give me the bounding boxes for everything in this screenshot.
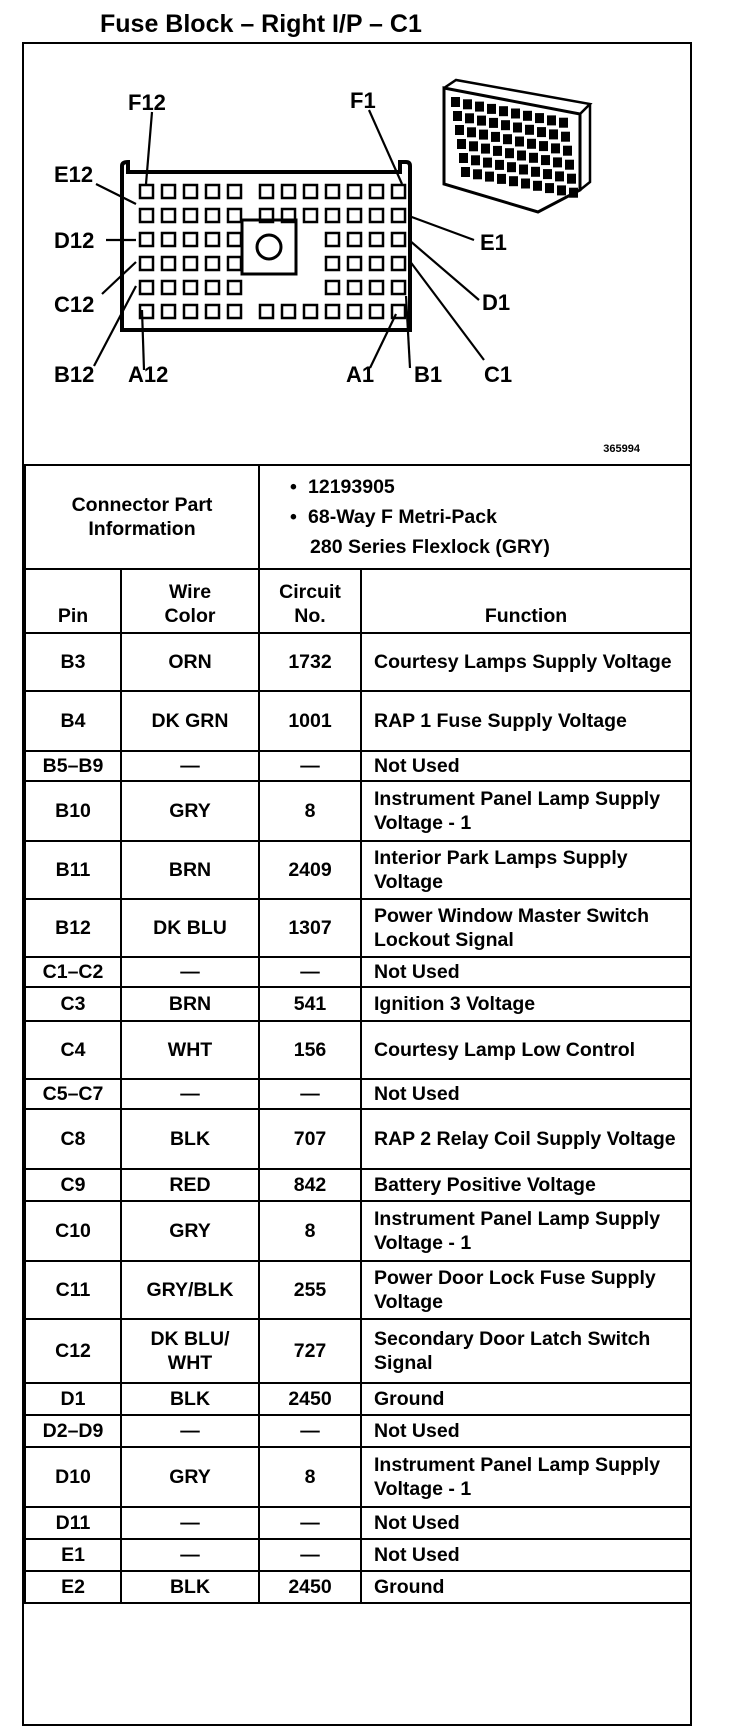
pin-cavity <box>304 305 317 318</box>
iso-pin-hole <box>526 126 533 134</box>
pin-cavity <box>326 209 339 222</box>
pin-cavity <box>348 185 361 198</box>
wire-color-cell: — <box>121 1415 259 1447</box>
iso-pin-hole <box>512 110 519 118</box>
iso-pin-hole <box>476 103 483 111</box>
function-cell: Ground <box>361 1383 691 1415</box>
iso-pin-hole <box>550 130 557 138</box>
label-D12: D12 <box>54 228 95 253</box>
pin-cavity <box>304 185 317 198</box>
circuit-cell: 255 <box>259 1261 361 1319</box>
label-A12: A12 <box>128 362 169 387</box>
function-cell: Power Window Master Switch Lockout Signal <box>361 899 691 957</box>
wire-color-cell: WHT <box>121 1021 259 1079</box>
function-cell: Battery Positive Voltage <box>361 1169 691 1201</box>
wire-color-cell: GRY/BLK <box>121 1261 259 1319</box>
label-F1: F1 <box>350 88 376 113</box>
label-B12: B12 <box>54 362 95 387</box>
table-row <box>25 633 691 691</box>
iso-pin-hole <box>540 142 547 150</box>
function-cell: Courtesy Lamp Low Control <box>361 1021 691 1079</box>
iso-pin-hole <box>500 107 507 115</box>
pin-cavity <box>370 233 383 246</box>
iso-pin-hole <box>532 168 539 176</box>
iso-pin-hole <box>564 147 571 155</box>
iso-pin-hole <box>538 128 545 136</box>
pin-cell: B12 <box>25 899 121 957</box>
pin-cavity <box>282 185 295 198</box>
wire-color-cell: DK BLU/ WHT <box>121 1319 259 1383</box>
pin-cavity <box>326 257 339 270</box>
function-cell: Not Used <box>361 1079 691 1109</box>
table-row <box>25 987 691 1021</box>
pin-cell: B5–B9 <box>25 751 121 781</box>
table-row <box>25 1507 691 1539</box>
pin-cavity <box>162 305 175 318</box>
pin-cavity <box>392 257 405 270</box>
pin-cavity <box>162 281 175 294</box>
circuit-cell: — <box>259 957 361 987</box>
wire-color-cell: GRY <box>121 781 259 841</box>
pin-cell: B10 <box>25 781 121 841</box>
function-cell: Ignition 3 Voltage <box>361 987 691 1021</box>
table-row <box>25 1261 691 1319</box>
connector-info-label: Connector Part Information <box>25 465 259 569</box>
table-row <box>25 1169 691 1201</box>
label-B1: B1 <box>414 362 443 387</box>
pin-cavity <box>140 257 153 270</box>
label-C1: C1 <box>484 362 513 387</box>
table-row <box>25 1319 691 1383</box>
wire-color-cell: RED <box>121 1169 259 1201</box>
iso-pin-hole <box>488 105 495 113</box>
iso-pin-hole <box>460 154 467 162</box>
table-row <box>25 1383 691 1415</box>
pin-cavity <box>162 209 175 222</box>
pin-cavity <box>392 209 405 222</box>
pin-grid <box>140 185 405 318</box>
label-E1: E1 <box>480 230 507 255</box>
connector-3d-view <box>444 80 590 212</box>
wire-color-cell: BLK <box>121 1383 259 1415</box>
pin-cavity <box>184 257 197 270</box>
pin-cell: B3 <box>25 633 121 691</box>
circuit-cell: 842 <box>259 1169 361 1201</box>
iso-pin-hole <box>566 161 573 169</box>
circuit-cell: — <box>259 1539 361 1571</box>
iso-pin-hole <box>464 100 471 108</box>
function-cell: Not Used <box>361 957 691 987</box>
label-D1: D1 <box>482 290 511 315</box>
iso-pin-hole <box>498 175 505 183</box>
iso-pin-hole <box>490 119 497 127</box>
iso-pin-hole <box>486 173 493 181</box>
table-row <box>25 1021 691 1079</box>
iso-pin-hole <box>492 133 499 141</box>
table-row <box>25 1539 691 1571</box>
iso-pin-hole <box>552 144 559 152</box>
connector-info-values <box>259 465 691 569</box>
iso-pin-hole <box>556 172 563 180</box>
wire-color-cell: — <box>121 1079 259 1109</box>
iso-pin-hole <box>534 182 541 190</box>
iso-pin-hole <box>472 156 479 164</box>
pin-cavity <box>348 281 361 294</box>
iso-pin-hole <box>560 119 567 127</box>
pin-cell: C10 <box>25 1201 121 1261</box>
pin-cell: C11 <box>25 1261 121 1319</box>
iso-pin-hole <box>528 140 535 148</box>
pin-cavity <box>326 305 339 318</box>
pin-cavity <box>326 281 339 294</box>
iso-pin-hole <box>458 140 465 148</box>
iso-pin-hole <box>510 177 517 185</box>
pin-cavity <box>348 257 361 270</box>
pin-cell: B4 <box>25 691 121 751</box>
iso-pin-hole <box>546 184 553 192</box>
iso-pin-hole <box>508 163 515 171</box>
table-row <box>25 1415 691 1447</box>
pin-cell: C5–C7 <box>25 1079 121 1109</box>
circuit-cell: 1307 <box>259 899 361 957</box>
iso-pin-hole <box>474 170 481 178</box>
iso-pin-hole <box>484 159 491 167</box>
header-row <box>25 569 691 633</box>
table-row <box>25 841 691 899</box>
pin-cavity <box>162 185 175 198</box>
circuit-cell: 8 <box>259 1447 361 1507</box>
pin-cavity <box>348 209 361 222</box>
wire-color-cell: GRY <box>121 1447 259 1507</box>
pinout-table <box>24 464 692 1604</box>
header-wire-color: Wire Color <box>121 569 259 633</box>
pin-cell: C1–C2 <box>25 957 121 987</box>
wire-color-cell: — <box>121 957 259 987</box>
iso-pin-hole <box>504 135 511 143</box>
label-C12: C12 <box>54 292 95 317</box>
pin-cavity <box>206 209 219 222</box>
wire-color-cell: — <box>121 1539 259 1571</box>
pin-cavity <box>260 305 273 318</box>
pin-cell: D11 <box>25 1507 121 1539</box>
pin-cavity <box>140 281 153 294</box>
connector-diagram <box>24 44 690 464</box>
iso-pin-hole <box>530 154 537 162</box>
function-cell: Instrument Panel Lamp Supply Voltage - 1 <box>361 781 691 841</box>
function-cell: Not Used <box>361 1507 691 1539</box>
circuit-cell: — <box>259 1415 361 1447</box>
pin-cavity <box>228 185 241 198</box>
pin-cavity <box>282 305 295 318</box>
pin-cavity <box>392 281 405 294</box>
pin-cavity <box>370 281 383 294</box>
function-cell: Instrument Panel Lamp Supply Voltage - 1 <box>361 1447 691 1507</box>
pin-cavity <box>206 281 219 294</box>
function-cell: Power Door Lock Fuse Supply Voltage <box>361 1261 691 1319</box>
figure-number: 365994 <box>603 443 640 455</box>
iso-pin-hole <box>496 161 503 169</box>
function-cell: RAP 2 Relay Coil Supply Voltage <box>361 1109 691 1169</box>
pin-cavity <box>228 209 241 222</box>
connector-type: • 68-Way F Metri-Pack 280 Series Flexlock (GRY) <box>290 506 550 558</box>
iso-pin-hole <box>548 116 555 124</box>
iso-pin-hole <box>570 189 577 197</box>
pin-cavity <box>392 185 405 198</box>
connector-face-drawing <box>24 44 690 464</box>
pin-cavity <box>326 185 339 198</box>
iso-pin-hole <box>494 147 501 155</box>
pin-cavity <box>162 233 175 246</box>
pin-cavity <box>140 233 153 246</box>
iso-pin-hole <box>462 168 469 176</box>
circuit-cell: 707 <box>259 1109 361 1169</box>
function-cell: Ground <box>361 1571 691 1603</box>
pin-cavity <box>206 185 219 198</box>
pin-cavity <box>348 305 361 318</box>
table-row <box>25 1201 691 1261</box>
header-function: Function <box>361 569 691 633</box>
circuit-cell: 8 <box>259 1201 361 1261</box>
pin-cell: D2–D9 <box>25 1415 121 1447</box>
pin-cell: C9 <box>25 1169 121 1201</box>
pin-cell: D1 <box>25 1383 121 1415</box>
wire-color-cell: ORN <box>121 633 259 691</box>
table-row <box>25 1447 691 1507</box>
connector-info-row <box>25 465 691 569</box>
pin-cavity <box>140 209 153 222</box>
iso-pin-hole <box>506 149 513 157</box>
circuit-cell: 156 <box>259 1021 361 1079</box>
table-row <box>25 781 691 841</box>
circuit-cell: — <box>259 1507 361 1539</box>
circuit-cell: — <box>259 1079 361 1109</box>
pin-cavity <box>184 305 197 318</box>
wire-color-cell: DK GRN <box>121 691 259 751</box>
table-row <box>25 1079 691 1109</box>
circuit-cell: 727 <box>259 1319 361 1383</box>
pin-cavity <box>348 233 361 246</box>
circuit-cell: 2409 <box>259 841 361 899</box>
circuit-cell: 1732 <box>259 633 361 691</box>
pin-cavity <box>370 257 383 270</box>
header-pin: Pin <box>25 569 121 633</box>
wire-color-cell: BLK <box>121 1109 259 1169</box>
iso-pin-hole <box>568 175 575 183</box>
iso-pin-hole <box>456 126 463 134</box>
iso-pin-hole <box>470 142 477 150</box>
pin-cavity <box>184 233 197 246</box>
connector-frame <box>22 42 692 1726</box>
iso-pin-hole <box>518 152 525 160</box>
pin-cavity <box>392 233 405 246</box>
circuit-cell: 541 <box>259 987 361 1021</box>
pin-cavity <box>228 233 241 246</box>
pin-cavity <box>370 209 383 222</box>
iso-pin-hole <box>468 128 475 136</box>
pin-cavity <box>206 305 219 318</box>
pin-cell: B11 <box>25 841 121 899</box>
function-cell: Not Used <box>361 751 691 781</box>
pin-cavity <box>228 305 241 318</box>
label-E12: E12 <box>54 162 94 187</box>
iso-pin-hole <box>454 112 461 120</box>
iso-pin-hole <box>554 158 561 166</box>
iso-pin-hole <box>542 156 549 164</box>
iso-pin-hole <box>536 114 543 122</box>
circuit-cell: 2450 <box>259 1571 361 1603</box>
iso-pin-hole <box>516 138 523 146</box>
wire-color-cell: BLK <box>121 1571 259 1603</box>
function-cell: RAP 1 Fuse Supply Voltage <box>361 691 691 751</box>
wire-color-cell: DK BLU <box>121 899 259 957</box>
iso-pin-hole <box>478 117 485 125</box>
iso-pin-hole <box>514 124 521 132</box>
label-A1: A1 <box>346 362 375 387</box>
iso-pin-hole <box>520 166 527 174</box>
iso-pin-hole <box>502 121 509 129</box>
page-title: Fuse Block – Right I/P – C1 <box>100 10 422 38</box>
circuit-cell: 8 <box>259 781 361 841</box>
circuit-cell: — <box>259 751 361 781</box>
iso-pin-hole <box>522 180 529 188</box>
pin-cell: E2 <box>25 1571 121 1603</box>
wire-color-cell: GRY <box>121 1201 259 1261</box>
iso-pin-hole <box>544 170 551 178</box>
pin-cavity <box>304 209 317 222</box>
function-cell: Not Used <box>361 1539 691 1571</box>
pin-cavity <box>260 185 273 198</box>
part-number: • 12193905 <box>290 476 395 498</box>
circuit-cell: 1001 <box>259 691 361 751</box>
iso-pin-hole <box>466 114 473 122</box>
pin-cavity <box>206 233 219 246</box>
table-row <box>25 899 691 957</box>
wire-color-cell: — <box>121 1507 259 1539</box>
table-row <box>25 957 691 987</box>
pin-cell: C3 <box>25 987 121 1021</box>
wire-color-cell: BRN <box>121 987 259 1021</box>
pin-cavity <box>370 185 383 198</box>
iso-pin-hole <box>452 98 459 106</box>
pin-cavity <box>228 281 241 294</box>
table-row <box>25 1571 691 1603</box>
function-cell: Not Used <box>361 1415 691 1447</box>
label-F12: F12 <box>128 90 166 115</box>
function-cell: Instrument Panel Lamp Supply Voltage - 1 <box>361 1201 691 1261</box>
pin-cavity <box>140 185 153 198</box>
header-circuit: Circuit No. <box>259 569 361 633</box>
iso-pin-hole <box>482 145 489 153</box>
pin-cell: C8 <box>25 1109 121 1169</box>
pin-cavity <box>184 209 197 222</box>
iso-pin-hole <box>562 133 569 141</box>
pin-cavity <box>162 257 175 270</box>
pin-cavity <box>184 281 197 294</box>
pin-cavity <box>228 257 241 270</box>
pin-cell: D10 <box>25 1447 121 1507</box>
table-row <box>25 691 691 751</box>
iso-pin-hole <box>480 131 487 139</box>
pin-cell: C12 <box>25 1319 121 1383</box>
wire-color-cell: BRN <box>121 841 259 899</box>
pin-cell: E1 <box>25 1539 121 1571</box>
circuit-cell: 2450 <box>259 1383 361 1415</box>
pin-cavity <box>326 233 339 246</box>
iso-pin-hole <box>524 112 531 120</box>
table-row <box>25 1109 691 1169</box>
pin-cavity <box>184 185 197 198</box>
function-cell: Secondary Door Latch Switch Signal <box>361 1319 691 1383</box>
wire-color-cell: — <box>121 751 259 781</box>
pin-cavity <box>206 257 219 270</box>
pin-cavity <box>370 305 383 318</box>
iso-pin-hole <box>558 186 565 194</box>
pin-cell: C4 <box>25 1021 121 1079</box>
function-cell: Courtesy Lamps Supply Voltage <box>361 633 691 691</box>
function-cell: Interior Park Lamps Supply Voltage <box>361 841 691 899</box>
table-row <box>25 751 691 781</box>
